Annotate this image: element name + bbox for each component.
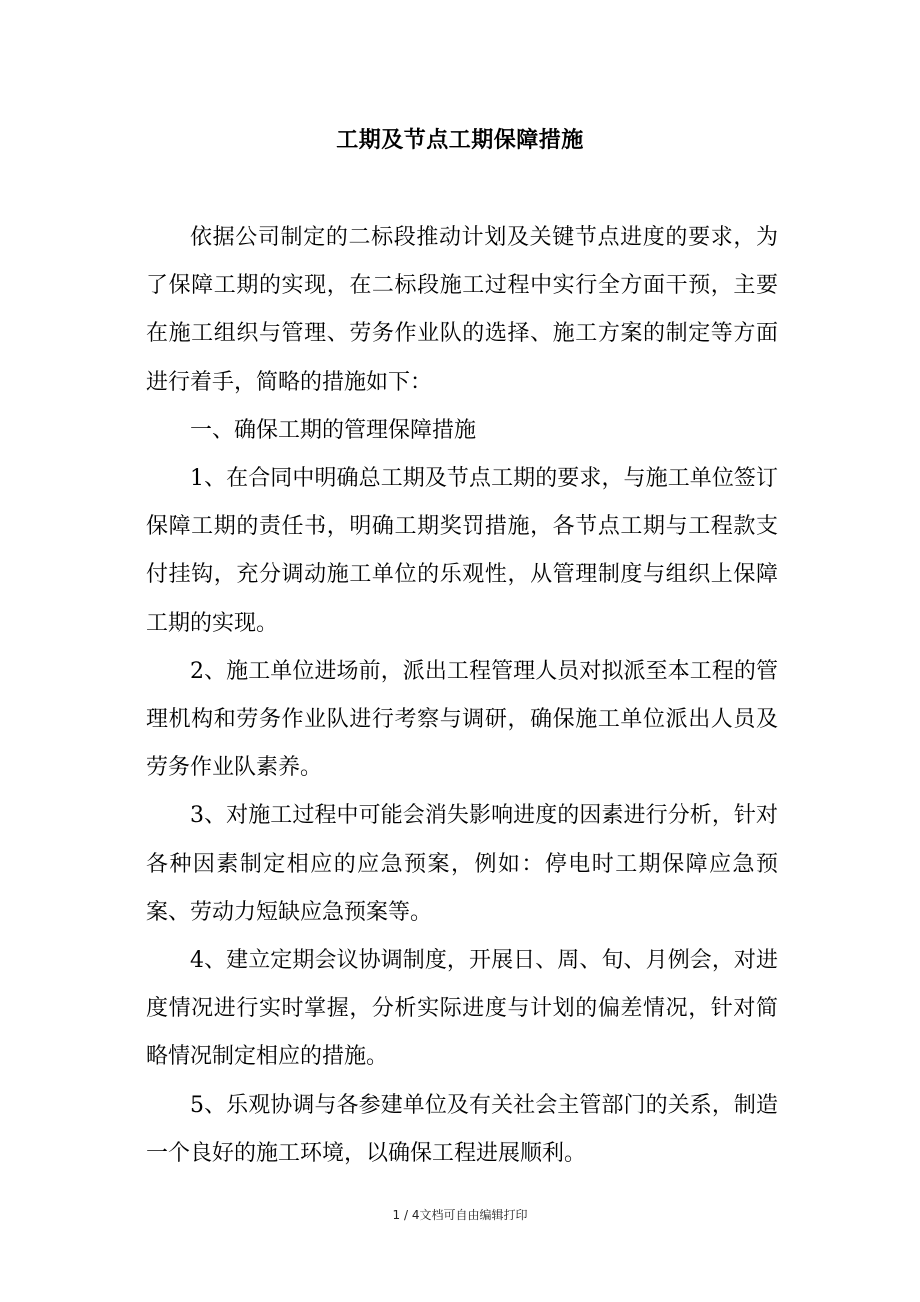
paragraph-item-4: 4、建立定期会议协调制度，开展日、周、旬、月例会，对进度情况进行实时掌握，分析实际进度与计划的偏差情况，针对简略情况制定相应的措施。 xyxy=(146,948,778,1070)
document-body xyxy=(146,214,778,1178)
paragraph-item-2: 2、施工单位进场前，派出工程管理人员对拟派至本工程的管理机构和劳务作业队进行考察与调研，确保施工单位派出人员及劳务作业队素养。 xyxy=(146,658,778,781)
page-title: 工期及节点工期保障措施 xyxy=(336,127,584,153)
paragraph-intro: 依据公司制定的二标段推动计划及关键节点进度的要求，为了保障工期的实现，在二标段施工过程中实行全方面干预，主要在施工组织与管理、劳务作业队的选择、施工方案的制定等方面进行着手，简略的措施如下： xyxy=(146,225,778,395)
section-heading-1: 一、确保工期的管理保障措施 xyxy=(190,417,477,443)
paragraph-item-3: 3、对施工过程中可能会消失影响进度的因素进行分析，针对各种因素制定相应的应急预案，例如：停电时工期保障应急预案、劳动力短缺应急预案等。 xyxy=(146,803,778,925)
page-footer: 1 / 4文档可自由编辑打印 xyxy=(392,1208,528,1222)
paragraph-item-5: 5、乐观协调与各参建单位及有关社会主管部门的关系，制造一个良好的施工环境，以确保工程进展顺利。 xyxy=(146,1092,778,1166)
paragraph-item-1: 1、在合同中明确总工期及节点工期的要求，与施工单位签订保障工期的责任书，明确工期奖罚措施，各节点工期与工程款支付挂钩，充分调动施工单位的乐观性，从管理制度与组织上保障工期的实现。 xyxy=(146,466,778,636)
